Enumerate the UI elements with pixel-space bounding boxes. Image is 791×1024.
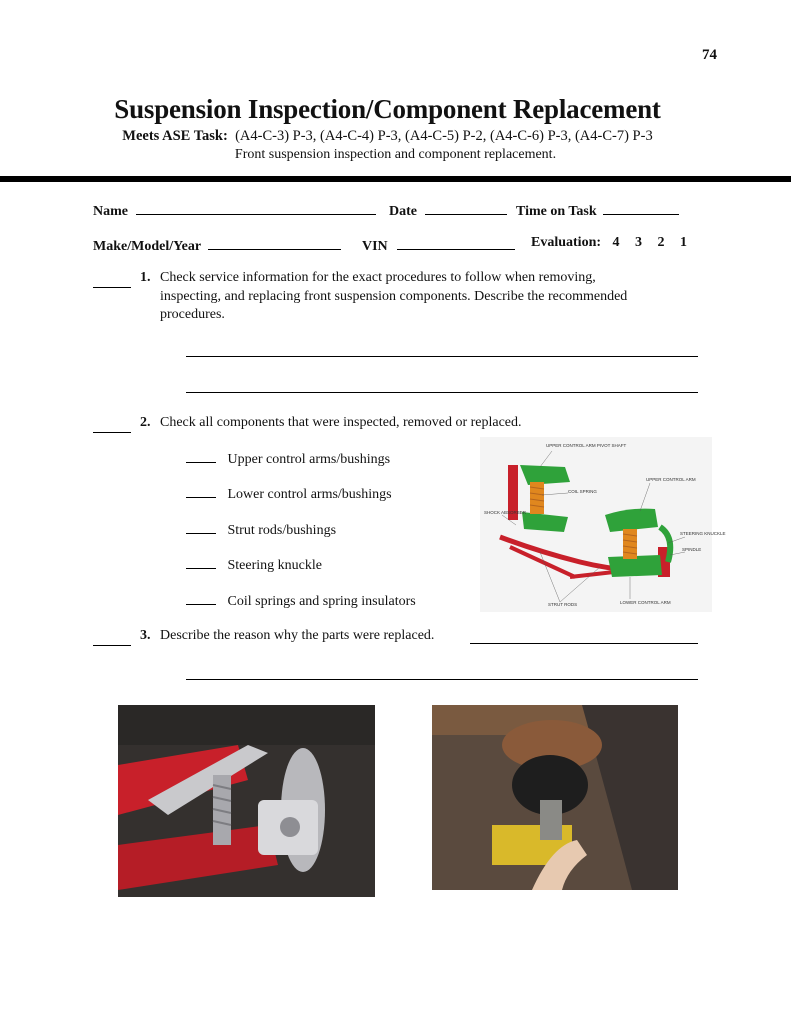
diagram-label-coil-spring: COIL SPRING <box>568 489 597 494</box>
date-input-line[interactable] <box>425 200 507 215</box>
vin-label: VIN <box>362 239 388 254</box>
step-3-checkbox-line[interactable] <box>93 633 131 646</box>
step-2-number: 2. <box>140 415 151 430</box>
step-3-answer-line-2[interactable] <box>186 679 698 680</box>
component-check-coil-springs[interactable] <box>186 592 216 605</box>
diagram-label-strut-rods: STRUT RODS <box>548 602 578 607</box>
page-title: Suspension Inspection/Component Replacement <box>114 94 661 124</box>
name-field <box>93 200 376 220</box>
name-input-line[interactable] <box>136 200 376 215</box>
left-upper-arm-shape <box>520 465 570 485</box>
component-label-coil-springs: Coil springs and spring insulators <box>227 594 416 609</box>
step-1-answer-line-2[interactable] <box>186 392 698 393</box>
header-divider <box>0 176 791 182</box>
hub-center <box>280 817 300 837</box>
vin-field <box>362 235 515 255</box>
score-1[interactable]: 1 <box>680 235 688 250</box>
time-on-task-input-line[interactable] <box>603 200 679 215</box>
step-3-number: 3. <box>140 628 151 643</box>
component-item-coil-springs <box>186 592 416 610</box>
date-label: Date <box>389 204 417 219</box>
diagram-label-upper-arm: UPPER CONTROL ARM <box>646 477 696 482</box>
component-check-upper-arms[interactable] <box>186 450 216 463</box>
step-3-text: Describe the reason why the parts were replaced. <box>160 628 435 643</box>
vin-input-line[interactable] <box>397 235 515 250</box>
component-check-strut-rods[interactable] <box>186 521 216 534</box>
step-1-line-2: inspecting, and replacing front suspension components. Describe the recommended <box>160 289 628 304</box>
suspension-photo-control-arm <box>118 705 375 897</box>
suspension-photo-ball-joint <box>432 705 678 890</box>
component-item-lower-arms <box>186 485 392 503</box>
ball-joint-stud <box>540 800 562 840</box>
step-3-answer-line-inline[interactable] <box>470 643 698 644</box>
step-1-line-1: Check service information for the exact procedures to follow when removing, <box>160 270 596 285</box>
suspension-diagram <box>480 437 726 612</box>
step-1-answer-line-1[interactable] <box>186 356 698 357</box>
score-4[interactable]: 4 <box>612 235 620 250</box>
component-item-steering-knuckle <box>186 556 322 574</box>
evaluation-label: Evaluation: <box>531 235 602 250</box>
component-label-lower-arms: Lower control arms/bushings <box>227 487 392 502</box>
score-2[interactable]: 2 <box>657 235 665 250</box>
ase-tasks-list: (A4-C-3) P-3, (A4-C-4) P-3, (A4-C-5) P-2, (A4-C-6) P-3, (A4-C-7) P-3 <box>235 128 653 144</box>
diagram-label-knuckle: STEERING KNUCKLE <box>680 531 726 536</box>
right-upper-arm-shape <box>605 509 658 532</box>
step-2-checkbox-line[interactable] <box>93 420 131 433</box>
component-label-strut-rods: Strut rods/bushings <box>227 523 337 538</box>
suspension-diagram-svg <box>480 437 726 612</box>
name-label: Name <box>93 204 128 219</box>
suspension-photo-control-arm-svg <box>118 705 375 897</box>
date-field <box>389 200 507 220</box>
score-3[interactable]: 3 <box>635 235 643 250</box>
evaluation-field <box>531 235 687 251</box>
step-1-number: 1. <box>140 270 151 285</box>
page-number: 74 <box>702 47 717 63</box>
make-model-year-input-line[interactable] <box>208 235 341 250</box>
component-item-strut-rods <box>186 521 336 539</box>
component-check-steering-knuckle[interactable] <box>186 556 216 569</box>
step-1-line-3: procedures. <box>160 307 225 322</box>
diagram-label-lower-arm: LOWER CONTROL ARM <box>620 600 671 605</box>
step-1-checkbox-line[interactable] <box>93 275 131 288</box>
component-label-upper-arms: Upper control arms/bushings <box>227 452 391 467</box>
diagram-label-upper-pivot: UPPER CONTROL ARM PIVOT SHAFT <box>546 443 627 448</box>
diagram-label-shock: SHOCK ABSORBER <box>484 510 527 515</box>
make-model-year-label: Make/Model/Year <box>93 239 201 254</box>
suspension-photo-ball-joint-svg <box>432 705 678 890</box>
right-spring-shape <box>623 529 637 559</box>
component-label-steering-knuckle: Steering knuckle <box>227 558 322 573</box>
time-on-task-field <box>516 200 679 220</box>
component-check-lower-arms[interactable] <box>186 485 216 498</box>
component-item-upper-arms <box>186 450 390 468</box>
make-model-year-field <box>93 235 341 255</box>
ase-tasks-label: Meets ASE Task: <box>122 128 228 144</box>
diagram-label-spindle: SPINDLE <box>682 547 702 552</box>
step-2-text: Check all components that were inspected, removed or replaced. <box>160 415 522 430</box>
time-on-task-label: Time on Task <box>516 204 597 219</box>
ase-tasks <box>0 128 775 145</box>
page-subtitle: Front suspension inspection and component replacement. <box>234 147 557 162</box>
left-lower-arm-shape <box>522 512 568 532</box>
